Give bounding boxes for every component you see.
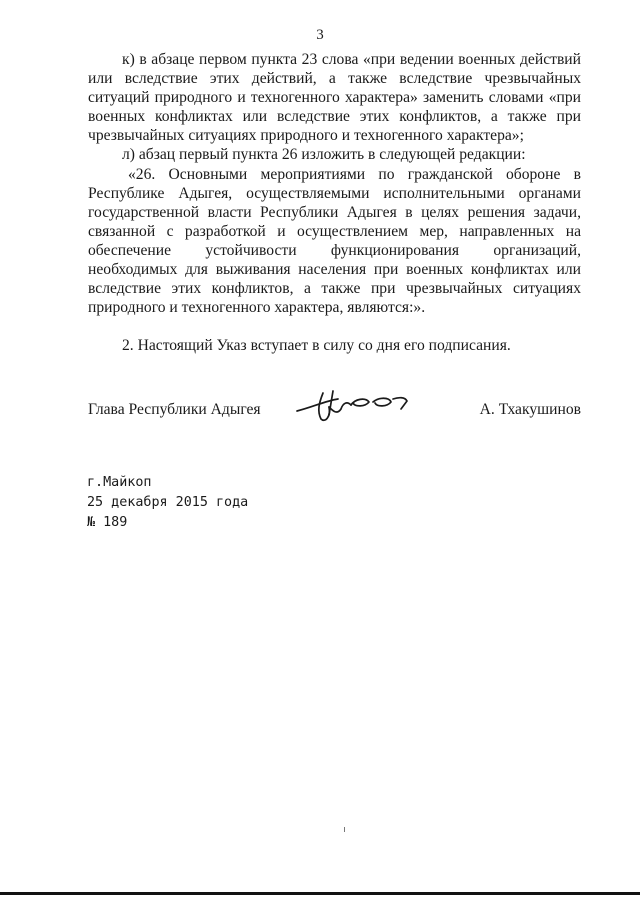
scan-speck — [344, 827, 345, 832]
document-body — [88, 50, 581, 355]
paragraph-l: л) абзац первый пункта 26 изложить в следующей редакции: — [122, 146, 526, 164]
decree-number: № 189 — [87, 515, 128, 530]
page-number: 3 — [316, 27, 324, 43]
handwritten-signature — [293, 389, 423, 429]
signing-date: 25 декабря 2015 года — [87, 495, 249, 510]
paragraph-k: к) в абзаце первом пункта 23 слова «при ведении военных действий или вследствие этих действий, а также вследствие чрезвычайных ситуаций природного и техногенного характера» заменить словами «при военных конфликтах или вследствие этих конфликтов, а также при чрезвычайных ситуациях природного и техногенного характера»; — [88, 51, 581, 145]
signature-row — [88, 401, 581, 425]
scan-bottom-edge — [0, 892, 640, 895]
paragraph-quote: «26. Основными мероприятиями по гражданской обороне в Республике Адыгея, осуществляемыми исполнительными органами государственной власти Республики Адыгея в целях решения задачи, связанной с разработкой и осуществлением мер, направленных на обеспечение устойчивости функционирования организаций, необходимых для выживания населения при военных конфликтах или вследствие этих конфликтов, а также при чрезвычайных ситуациях природного и техногенного характера, являются:». — [88, 165, 581, 317]
document-meta — [87, 473, 248, 533]
paragraph-effective: 2. Настоящий Указ вступает в силу со дня его подписания. — [122, 337, 511, 355]
signatory-title: Глава Республики Адыгея — [88, 401, 261, 418]
place-of-signing: г.Майкоп — [87, 475, 152, 490]
signatory-name: А. Тхакушинов — [479, 401, 581, 418]
